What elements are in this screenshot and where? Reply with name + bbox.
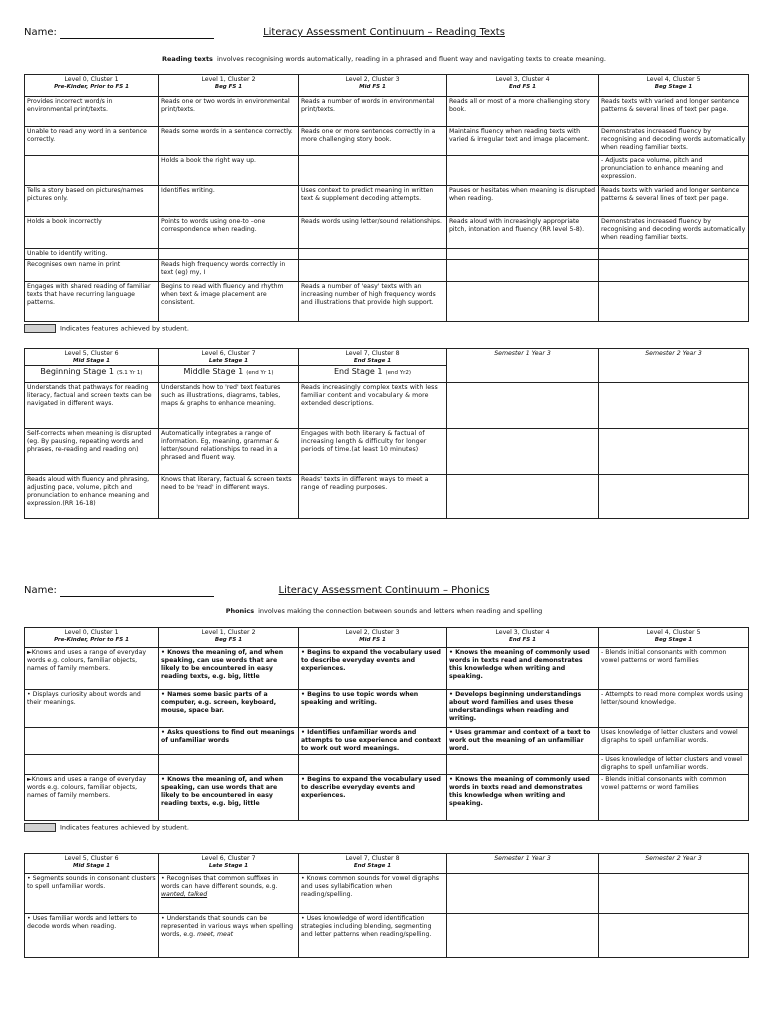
table-cell[interactable]: Reads increasingly complex texts with less familiar content and vocabulary & more extended descriptions. xyxy=(299,383,447,429)
table-cell[interactable]: Identifies writing. xyxy=(159,186,299,217)
table-cell[interactable] xyxy=(299,249,447,260)
header-row xyxy=(25,628,749,648)
table-cell[interactable]: - Blends initial consonants with common vowel patterns or word families xyxy=(599,648,749,690)
table-cell[interactable]: • Begins to use topic words when speaking and writing. xyxy=(299,690,447,728)
table-cell[interactable]: Tells a story based on pictures/names pictures only. xyxy=(25,186,159,217)
level-header: Level 2, Cluster 3 Mid FS 1 xyxy=(299,628,447,648)
header-row xyxy=(25,349,749,383)
table-row xyxy=(25,97,749,127)
table-row xyxy=(25,754,749,774)
table-cell[interactable]: Unable to read any word in a sentence correctly. xyxy=(25,127,159,156)
table-cell[interactable]: Demonstrates increased fluency by recognising and decoding words automatically when reading familiar texts. xyxy=(599,217,749,249)
table-cell[interactable]: Understands that pathways for reading literacy, factual and screen texts can be navigated in different ways. xyxy=(25,383,159,429)
table-cell[interactable] xyxy=(159,249,299,260)
name-label: Name: xyxy=(24,27,57,38)
level-header: Level 4, Cluster 5 Beg Stage 1 xyxy=(599,628,749,648)
legend-swatch xyxy=(24,823,56,832)
table-cell[interactable] xyxy=(599,249,749,260)
table-cell[interactable]: • Uses familiar words and letters to decode words when reading. xyxy=(25,914,159,958)
phonics-table-levels-5-7 xyxy=(24,853,749,958)
table-cell[interactable]: • Uses knowledge of word identification strategies including blending, segmenting and letter patterns when reading/spelling. xyxy=(299,914,447,958)
table-cell[interactable]: Reads' texts in different ways to meet a range of reading purposes. xyxy=(299,475,447,519)
table-cell[interactable]: Demonstrates increased fluency by recognising and decoding words automatically when reading familiar texts. xyxy=(599,127,749,156)
table-cell[interactable]: - Attempts to read more complex words using letter/sound knowledge. xyxy=(599,690,749,728)
table-row xyxy=(25,914,749,958)
table-cell[interactable]: Automatically integrates a range of information. Eg, meaning, grammar & letter/sound relationships to read in a phrased and fluent way. xyxy=(159,429,299,475)
table-cell[interactable]: • Names some basic parts of a computer, e.g. screen, keyboard, mouse, space bar. xyxy=(159,690,299,728)
semester-cell[interactable] xyxy=(447,874,599,914)
table-cell[interactable] xyxy=(25,728,159,755)
table-cell[interactable]: • Identifies unfamiliar words and attempts to use experience and context to work out word meanings. xyxy=(299,728,447,755)
table-cell[interactable]: Reads high frequency words correctly in text (eg) my, I xyxy=(159,259,299,281)
table-cell[interactable]: • Segments sounds in consonant clusters to spell unfamiliar words. xyxy=(25,874,159,914)
legend-text: Indicates features achieved by student. xyxy=(60,324,189,333)
table-row xyxy=(25,728,749,755)
table-cell[interactable]: • Asks questions to find out meanings of unfamiliar words xyxy=(159,728,299,755)
table-cell[interactable]: • Recognises that common suffixes in words can have different sounds, e.g. wanted, talked xyxy=(159,874,299,914)
table-cell[interactable]: • Knows common sounds for vowel digraphs and uses syllabification when reading/spelling. xyxy=(299,874,447,914)
table-cell[interactable]: Reads texts with varied and longer sentence patterns & several lines of text per page. xyxy=(599,186,749,217)
table-cell[interactable]: • Knows the meaning of commonly used words in texts read and demonstrates this knowledge when writing and speaking. xyxy=(447,774,599,820)
level-header: Level 5, Cluster 6 Mid Stage 1 Beginning Stage 1 (S.1 Yr 1) xyxy=(25,349,159,383)
table-cell[interactable]: Pauses or hesitates when meaning is disrupted when reading. xyxy=(447,186,599,217)
table-cell[interactable]: Reads texts with varied and longer sentence patterns & several lines of text per page. xyxy=(599,97,749,127)
example-words: meet, meat xyxy=(197,930,234,938)
table-cell[interactable]: • Knows the meaning of, and when speaking, can use words that are likely to be encountered in easy reading texts, e.g. big, little xyxy=(159,648,299,690)
level-header: Level 6, Cluster 7 Late Stage 1 xyxy=(159,854,299,874)
semester-cell[interactable] xyxy=(599,874,749,914)
table-cell[interactable]: • Knows the meaning of commonly used words in texts read and demonstrates this knowledge when writing and speaking. xyxy=(447,648,599,690)
page-title: Literacy Assessment Continuum – Reading Texts xyxy=(263,27,505,38)
table-cell[interactable]: Reads aloud with increasingly appropriate pitch, intonation and fluency (RR level 5-8). xyxy=(447,217,599,249)
semester-2-header: Semester 2 Year 3 xyxy=(599,854,749,874)
table-cell[interactable]: Self-corrects when meaning is disrupted (eg. By pausing, repeating words and phrases, re-reading and reading on) xyxy=(25,429,159,475)
table-cell[interactable]: • Begins to expand the vocabulary used to describe everyday events and experiences. xyxy=(299,648,447,690)
table-cell[interactable]: Reads some words in a sentence correctly. xyxy=(159,127,299,156)
table-cell[interactable]: Uses knowledge of letter clusters and vowel digraphs to spell unfamiliar words. xyxy=(599,728,749,755)
table-cell[interactable]: Maintains fluency when reading texts with varied & irregular text and image placement. xyxy=(447,127,599,156)
table-row xyxy=(25,259,749,281)
legend-swatch xyxy=(24,324,56,333)
table-row xyxy=(25,648,749,690)
table-cell[interactable]: • Displays curiosity about words and their meanings. xyxy=(25,690,159,728)
table-cell[interactable] xyxy=(599,259,749,281)
table-cell[interactable] xyxy=(447,754,599,774)
level-header: Level 1, Cluster 2 Beg FS 1 xyxy=(159,75,299,97)
semester-1-header: Semester 1 Year 3 xyxy=(447,854,599,874)
table-cell[interactable]: Points to words using one-to –one correspondence when reading. xyxy=(159,217,299,249)
reading-table-levels-5-7 xyxy=(24,348,749,519)
table-cell[interactable]: Understands how to 'red' text features such as illustrations, diagrams, tables, maps & graphs to enhance meaning. xyxy=(159,383,299,429)
level-header: Level 2, Cluster 3 Mid FS 1 xyxy=(299,75,447,97)
table-cell[interactable]: Recognises own name in print xyxy=(25,259,159,281)
level-header: Level 7, Cluster 8 End Stage 1 End Stage 1 (end Yr2) xyxy=(299,349,447,383)
table-cell[interactable] xyxy=(25,156,159,186)
table-cell[interactable]: Reads one or more sentences correctly in a more challenging story book. xyxy=(299,127,447,156)
description-text: involves making the connection between sounds and letters when reading and spelling xyxy=(258,607,543,615)
table-cell[interactable]: Knows that literary, factual & screen texts need to be 'read' in different ways. xyxy=(159,475,299,519)
table-cell[interactable] xyxy=(447,156,599,186)
table-cell[interactable] xyxy=(447,281,599,321)
name-line xyxy=(60,596,214,597)
table-row xyxy=(25,383,749,429)
table-cell[interactable]: • Knows the meaning of, and when speaking, can use words that are likely to be encountered in easy reading texts, e.g. big, little xyxy=(159,774,299,820)
level-header: Level 1, Cluster 2 Beg FS 1 xyxy=(159,628,299,648)
description-text: involves recognising words automatically, reading in a phrased and fluent way and navigating texts to create meaning. xyxy=(216,55,606,63)
table-cell[interactable] xyxy=(447,249,599,260)
reading-description xyxy=(24,55,744,63)
table-row xyxy=(25,127,749,156)
table-cell[interactable]: Holds a book the right way up. xyxy=(159,156,299,186)
level-header: Level 7, Cluster 8 End Stage 1 xyxy=(299,854,447,874)
level-header: Level 6, Cluster 7 Late Stage 1 Middle Stage 1 (end Yr 1) xyxy=(159,349,299,383)
table-cell[interactable] xyxy=(299,259,447,281)
legend xyxy=(24,324,189,333)
table-cell[interactable]: • Begins to expand the vocabulary used to describe everyday events and experiences. xyxy=(299,774,447,820)
table-row xyxy=(25,690,749,728)
semester-cell[interactable] xyxy=(447,429,599,475)
table-cell[interactable]: Engages with shared reading of familiar texts that have recurring language patterns. xyxy=(25,281,159,321)
table-row xyxy=(25,249,749,260)
semester-cell[interactable] xyxy=(599,383,749,429)
table-row xyxy=(25,281,749,321)
header-row xyxy=(25,854,749,874)
table-cell[interactable] xyxy=(447,259,599,281)
table-cell[interactable] xyxy=(599,281,749,321)
table-cell[interactable]: • Uses grammar and context of a text to work out the meaning of an unfamiliar word. xyxy=(447,728,599,755)
table-row xyxy=(25,874,749,914)
table-row xyxy=(25,186,749,217)
example-words: wanted, talked xyxy=(161,890,208,898)
semester-cell[interactable] xyxy=(599,429,749,475)
legend xyxy=(24,823,189,832)
table-cell[interactable]: ►Knows and uses a range of everyday words e.g. colours, familiar objects, names of family members. xyxy=(25,648,159,690)
table-cell[interactable] xyxy=(299,156,447,186)
table-cell[interactable] xyxy=(159,754,299,774)
table-cell[interactable]: Uses context to predict meaning in written text & supplement decoding attempts. xyxy=(299,186,447,217)
table-cell[interactable]: Reads one or two words in environmental print/texts. xyxy=(159,97,299,127)
level-header: Level 0, Cluster 1 Pre-Kinder, Prior to FS 1 xyxy=(25,75,159,97)
legend-text: Indicates features achieved by student. xyxy=(60,823,189,832)
level-header: Level 3, Cluster 4 End FS 1 xyxy=(447,75,599,97)
table-cell[interactable]: • Understands that sounds can be represented in various ways when spelling words, e.g. meet, meat xyxy=(159,914,299,958)
table-cell[interactable] xyxy=(25,754,159,774)
table-cell[interactable]: • Develops beginning understandings about word families and uses these understandings when reading and writing. xyxy=(447,690,599,728)
table-cell[interactable]: Unable to identify writing. xyxy=(25,249,159,260)
semester-cell[interactable] xyxy=(447,475,599,519)
semester-cell[interactable] xyxy=(599,475,749,519)
table-cell[interactable]: - Uses knowledge of letter clusters and vowel digraphs to spell unfamiliar words. xyxy=(599,754,749,774)
semester-cell[interactable] xyxy=(447,383,599,429)
header-row xyxy=(25,75,749,97)
semester-1-header: Semester 1 Year 3 xyxy=(447,349,599,383)
semester-cell[interactable] xyxy=(447,914,599,958)
table-row xyxy=(25,475,749,519)
level-header: Level 3, Cluster 4 End FS 1 xyxy=(447,628,599,648)
table-cell[interactable]: Reads all or most of a more challenging story book. xyxy=(447,97,599,127)
semester-cell[interactable] xyxy=(599,914,749,958)
description-label: Phonics xyxy=(225,607,255,615)
table-row xyxy=(25,156,749,186)
name-line xyxy=(60,38,214,39)
phonics-description xyxy=(24,607,744,615)
description-label: Reading texts xyxy=(162,55,213,63)
semester-2-header: Semester 2 Year 3 xyxy=(599,349,749,383)
table-row xyxy=(25,774,749,820)
reading-table-levels-0-4 xyxy=(24,74,749,322)
name-label: Name: xyxy=(24,585,57,596)
page-title: Literacy Assessment Continuum – Phonics xyxy=(278,585,490,596)
level-header: Level 4, Cluster 5 Beg Stage 1 xyxy=(599,75,749,97)
table-cell[interactable]: Reads words using letter/sound relationships. xyxy=(299,217,447,249)
table-cell[interactable]: ►Knows and uses a range of everyday words e.g. colours, familiar objects, names of family members. xyxy=(25,774,159,820)
table-cell[interactable]: - Blends initial consonants with common vowel patterns or word families xyxy=(599,774,749,820)
table-cell[interactable]: Reads a number of 'easy' texts with an increasing number of high frequency words and illustrations that provide high support. xyxy=(299,281,447,321)
level-header: Level 0, Cluster 1 Pre-Kinder, Prior to FS 1 xyxy=(25,628,159,648)
table-cell[interactable]: - Adjusts pace volume, pitch and pronunciation to enhance meaning and expression. xyxy=(599,156,749,186)
level-header: Level 5, Cluster 6 Mid Stage 1 xyxy=(25,854,159,874)
table-cell[interactable]: Begins to read with fluency and rhythm when text & image placement are consistent. xyxy=(159,281,299,321)
table-cell[interactable] xyxy=(299,754,447,774)
table-cell[interactable]: Engages with both literary & factual of increasing length & difficulty for longer periods of time.(at least 10 minutes) xyxy=(299,429,447,475)
table-cell[interactable]: Provides incorrect word/s in environmental print/texts. xyxy=(25,97,159,127)
table-cell[interactable]: Reads a number of words in environmental print/texts. xyxy=(299,97,447,127)
table-cell[interactable]: Holds a book incorrectly xyxy=(25,217,159,249)
phonics-table-levels-0-4 xyxy=(24,627,749,821)
table-row xyxy=(25,429,749,475)
table-cell[interactable]: Reads aloud with fluency and phrasing, adjusting pace, volume, pitch and pronunciation to enhance meaning and expression.(RR 16-18) xyxy=(25,475,159,519)
table-row xyxy=(25,217,749,249)
